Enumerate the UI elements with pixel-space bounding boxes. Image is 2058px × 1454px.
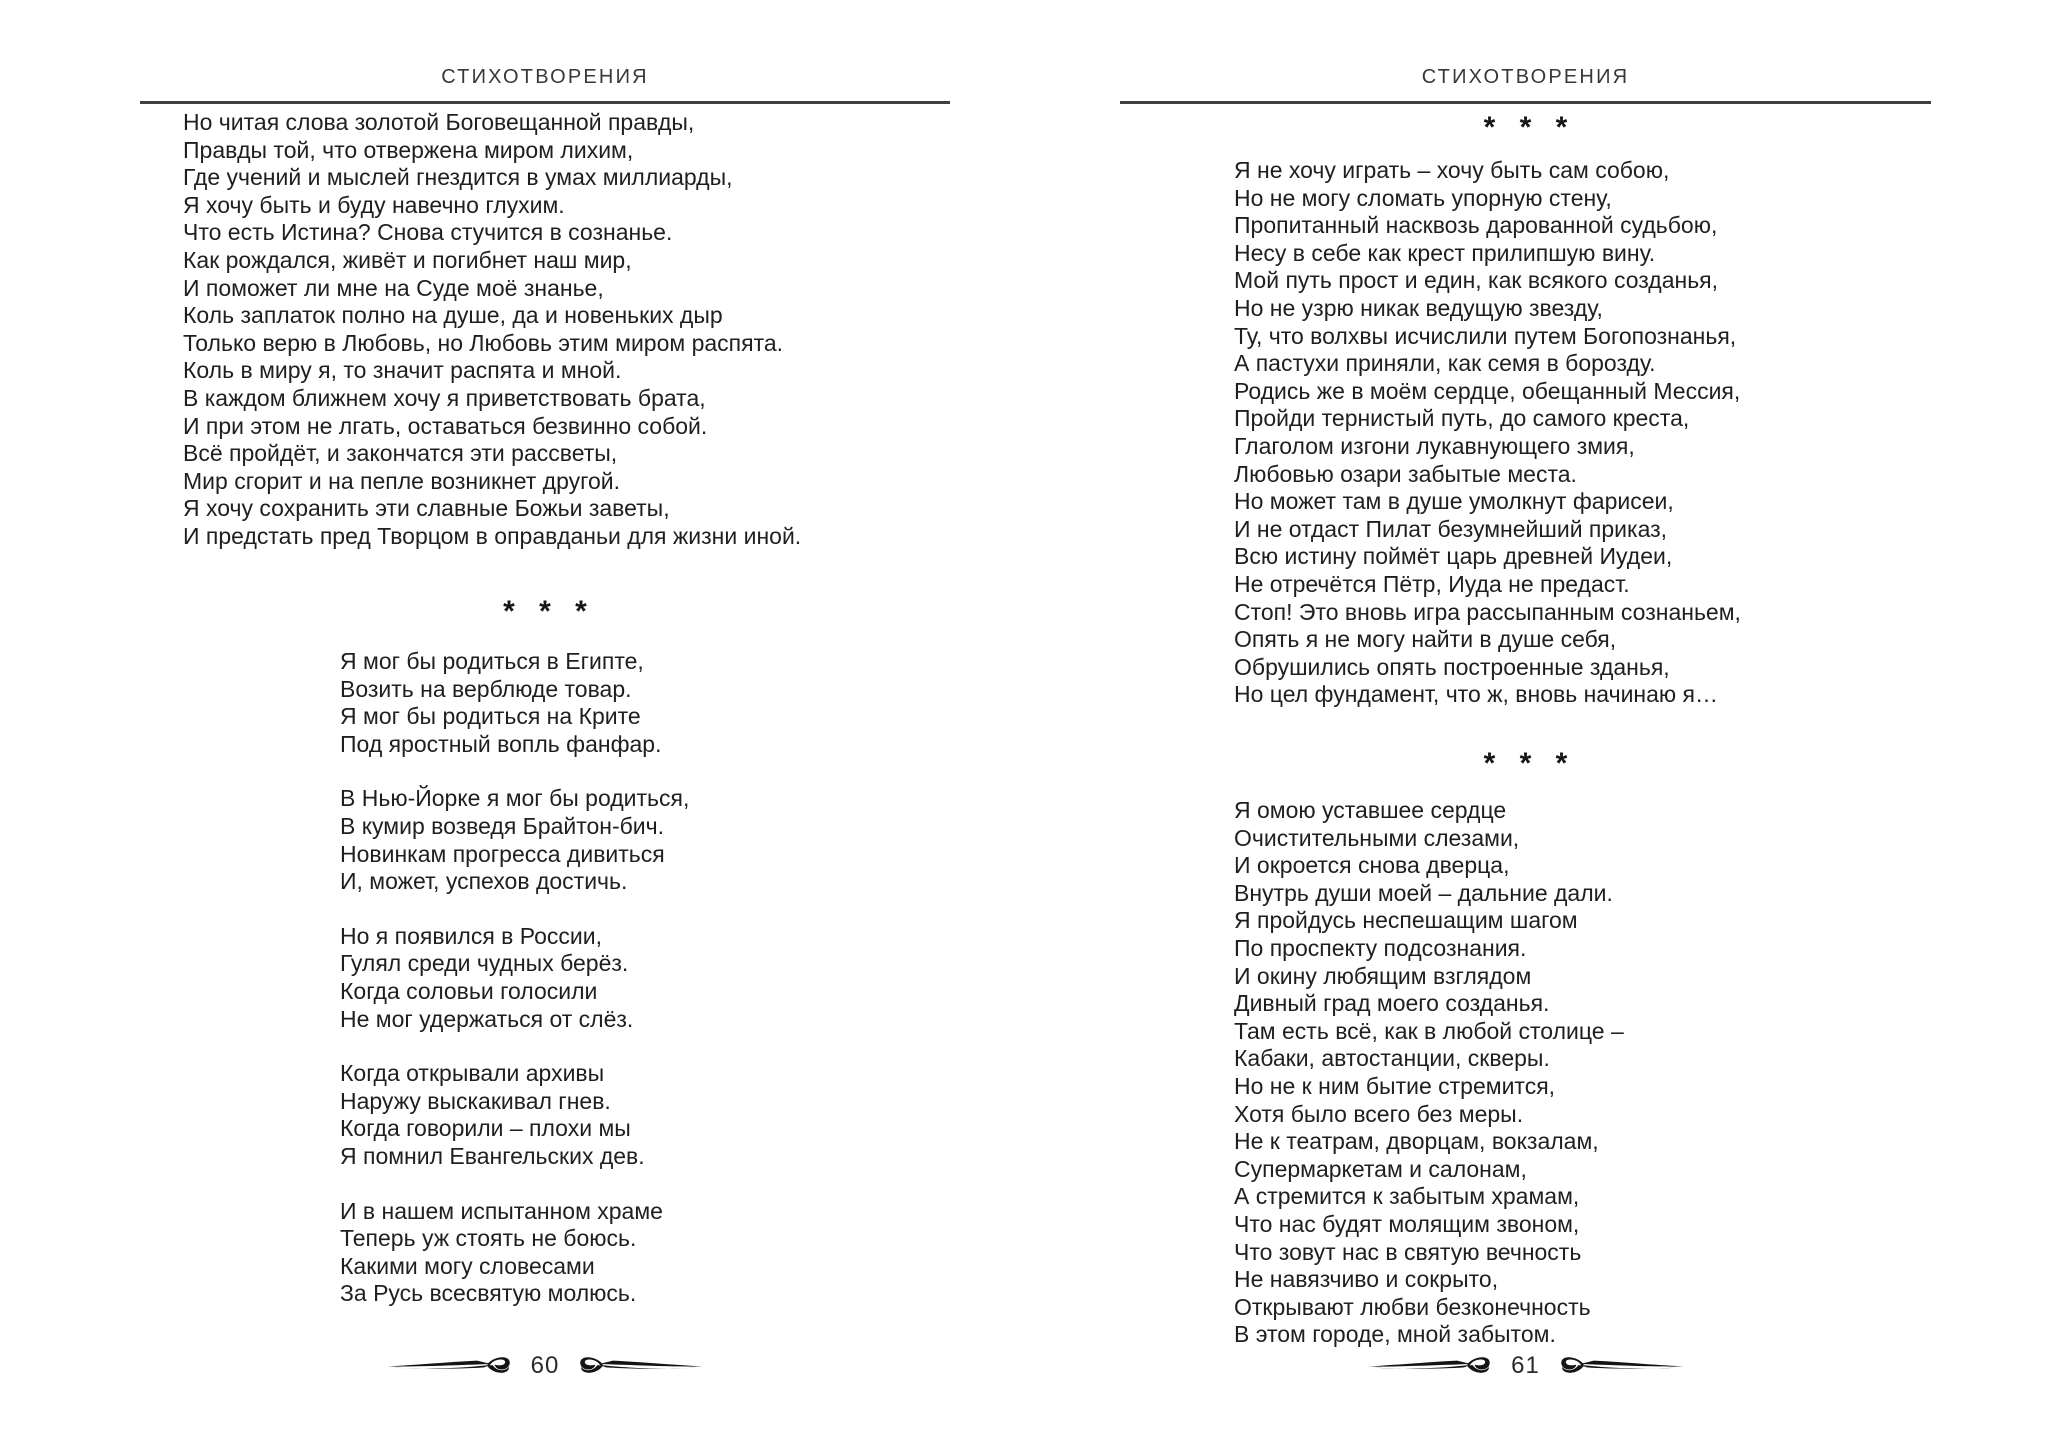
poem-stanza [340, 1198, 689, 1308]
page-footer-right [1120, 1349, 1931, 1383]
poem-line: И при этом не лгать, оставаться безвинно собой. [183, 412, 708, 439]
flourish-left-icon [1367, 1352, 1497, 1380]
asterisk-separator-right-1: * * * [1483, 111, 1568, 144]
poem-line: Но не к ним бытие стремится, [1234, 1072, 1556, 1099]
header-rule-left [140, 101, 950, 104]
poem-line: Теперь уж стоять не боюсь. [340, 1225, 637, 1252]
poem-right-1 [1234, 157, 1741, 709]
poem-right-2 [1234, 797, 1624, 1349]
asterisk-separator-left: * * * [503, 595, 587, 628]
poem-line: Открывают любви безконечность [1234, 1293, 1591, 1320]
poem-line: И в нашем испытанном храме [340, 1197, 663, 1224]
poem-line: Не к театрам, дворцам, вокзалам, [1234, 1128, 1599, 1155]
poem-line: Не отречётся Пётр, Иуда не предаст. [1234, 570, 1630, 597]
poem-line: Коль в миру я, то значит распята и мной. [183, 357, 622, 384]
poem-line: Дивный град моего созданья. [1234, 990, 1550, 1017]
poem-line: Когда открывали архивы [340, 1060, 605, 1087]
flourish-right-icon [573, 1352, 703, 1380]
poem-line: Но читая слова золотой Боговещанной правды, [183, 109, 695, 135]
poem-line: В каждом ближнем хочу я приветствовать брата, [183, 384, 706, 411]
poem-line: Гулял среди чудных берёз. [340, 950, 629, 977]
poem-line: Когда соловьи голосили [340, 977, 598, 1004]
poem-line: А пастухи приняли, как семя в борозду. [1234, 350, 1656, 377]
flourish-left-icon [387, 1352, 517, 1380]
poem-line: В этом городе, мной забытом. [1234, 1321, 1556, 1348]
poem-line: Пройди тернистый путь, до самого креста, [1234, 405, 1690, 432]
page-number-right: 61 [1511, 1352, 1540, 1379]
page-footer-left [140, 1349, 950, 1383]
poem-line: Несу в себе как крест прилипшую вину. [1234, 239, 1656, 266]
poem-line: Когда говорили – плохи мы [340, 1115, 631, 1142]
poem-line: Внутрь души моей – дальние дали. [1234, 879, 1613, 906]
poem-line: Но не узрю никак ведущую звезду, [1234, 294, 1603, 321]
poem-line: Очистительными слезами, [1234, 824, 1520, 851]
poem-line: Не навязчиво и сокрыто, [1234, 1266, 1499, 1293]
poem-line: Всё пройдёт, и закончатся эти рассветы, [183, 440, 618, 467]
poem-line: Обрушились опять построенные зданья, [1234, 653, 1670, 680]
poem-line: Кабаки, автостанции, скверы. [1234, 1045, 1550, 1072]
poem-stanza [340, 923, 689, 1033]
poem-line: Мой путь прост и един, как всякого созданья, [1234, 267, 1719, 294]
poem-line: Я хочу быть и буду навечно глухим. [183, 191, 565, 218]
poem-line: А стремится к забытым храмам, [1234, 1183, 1580, 1210]
flourish-right-icon [1554, 1352, 1684, 1380]
poem-line: Но не могу сломать упорную стену, [1234, 184, 1612, 211]
poem-line: Но я появился в России, [340, 922, 602, 949]
poem-line: Коль заплаток полно на душе, да и новеньких дыр [183, 302, 723, 329]
poem-line: В кумир возведя Брайтон-бич. [340, 812, 665, 839]
poem-line: И окроется снова дверца, [1234, 852, 1510, 879]
poem-line: Мир сгорит и на пепле возникнет другой. [183, 467, 621, 494]
poem-line: Только верю в Любовь, но Любовь этим миром распята. [183, 329, 784, 356]
poem-line: Что есть Истина? Снова стучится в сознанье. [183, 219, 673, 246]
poem-line: И, может, успехов достичь. [340, 868, 628, 895]
header-rule-right [1120, 101, 1931, 104]
running-header-right: СТИХОТВОРЕНИЯ [1421, 66, 1630, 88]
poem-left-2 [340, 648, 689, 1308]
poem-line: За Русь всесвятую молюсь. [340, 1280, 637, 1307]
poem-line: Я помнил Евангельских дев. [340, 1142, 645, 1169]
page-number-left: 60 [530, 1352, 560, 1379]
poem-line: Ту, что волхвы исчислили путем Богопознанья, [1234, 322, 1737, 349]
poem-line: Любовью озари забытые места. [1234, 460, 1577, 487]
poem-line: Как рождался, живёт и погибнет наш мир, [183, 246, 632, 273]
poem-line: По проспекту подсознания. [1234, 934, 1527, 961]
poem-line: Я не хочу играть – хочу быть сам собою, [1234, 157, 1670, 183]
poem-line: Где учений и мыслей гнездится в умах миллиарды, [183, 164, 733, 191]
poem-line: Я хочу сохранить эти славные Божьи заветы, [183, 495, 670, 522]
poem-line: Пропитанный насквозь дарованной судьбою, [1234, 212, 1718, 239]
poem-line: И окину любящим взглядом [1234, 962, 1532, 989]
poem-line: Но цел фундамент, что ж, вновь начинаю я… [1234, 681, 1719, 708]
poem-line: И предстать пред Творцом в оправданьи для жизни иной. [183, 522, 802, 549]
poem-line: Родись же в моём сердце, обещанный Мессия, [1234, 377, 1741, 404]
asterisk-separator-right-2: * * * [1483, 747, 1568, 780]
poem-stanza [340, 1060, 689, 1170]
poem-line: Супермаркетам и салонам, [1234, 1155, 1527, 1182]
poem-line: Хотя было всего без меры. [1234, 1100, 1524, 1127]
poem-line: Я пройдусь неспешащим шагом [1234, 907, 1578, 934]
poem-line: Опять я не могу найти в душе себя, [1234, 626, 1617, 653]
poem-line: Глаголом изгони лукавнующего змия, [1234, 432, 1635, 459]
poem-line: Новинкам прогресса дивиться [340, 840, 665, 867]
poem-line: Но может там в душе умолкнут фарисеи, [1234, 488, 1674, 515]
poem-line: И поможет ли мне на Суде моё знанье, [183, 274, 604, 301]
poem-line: Всю истину поймёт царь древней Иудеи, [1234, 543, 1673, 570]
poem-line: Какими могу словесами [340, 1252, 595, 1279]
poem-stanza [340, 785, 689, 895]
poem-stanza [340, 648, 689, 758]
poem-line: И не отдаст Пилат безумнейший приказ, [1234, 515, 1668, 542]
poem-line: Под яростный вопль фанфар. [340, 730, 662, 757]
poem-line: Возить на верблюде товар. [340, 675, 632, 702]
poem-line: Там есть всё, как в любой столице – [1234, 1017, 1624, 1044]
poem-line: Что нас будят молящим звоном, [1234, 1210, 1580, 1237]
poem-line: Правды той, что отвержена миром лихим, [183, 136, 634, 163]
poem-line: Я мог бы родиться в Египте, [340, 648, 644, 674]
poem-line: В Нью-Йорке я мог бы родиться, [340, 785, 690, 812]
poem-line: Что зовут нас в святую вечность [1234, 1238, 1582, 1265]
poem-line: Я мог бы родиться на Крите [340, 703, 641, 730]
poem-left-1 [183, 109, 801, 551]
poem-line: Не мог удержаться от слёз. [340, 1005, 634, 1032]
running-header-left: СТИХОТВОРЕНИЯ [441, 66, 649, 88]
poem-line: Стоп! Это вновь игра рассыпанным сознаньем, [1234, 598, 1741, 625]
poem-line: Я омою уставшее сердце [1234, 797, 1507, 823]
poem-line: Наружу выскакивал гнев. [340, 1087, 611, 1114]
